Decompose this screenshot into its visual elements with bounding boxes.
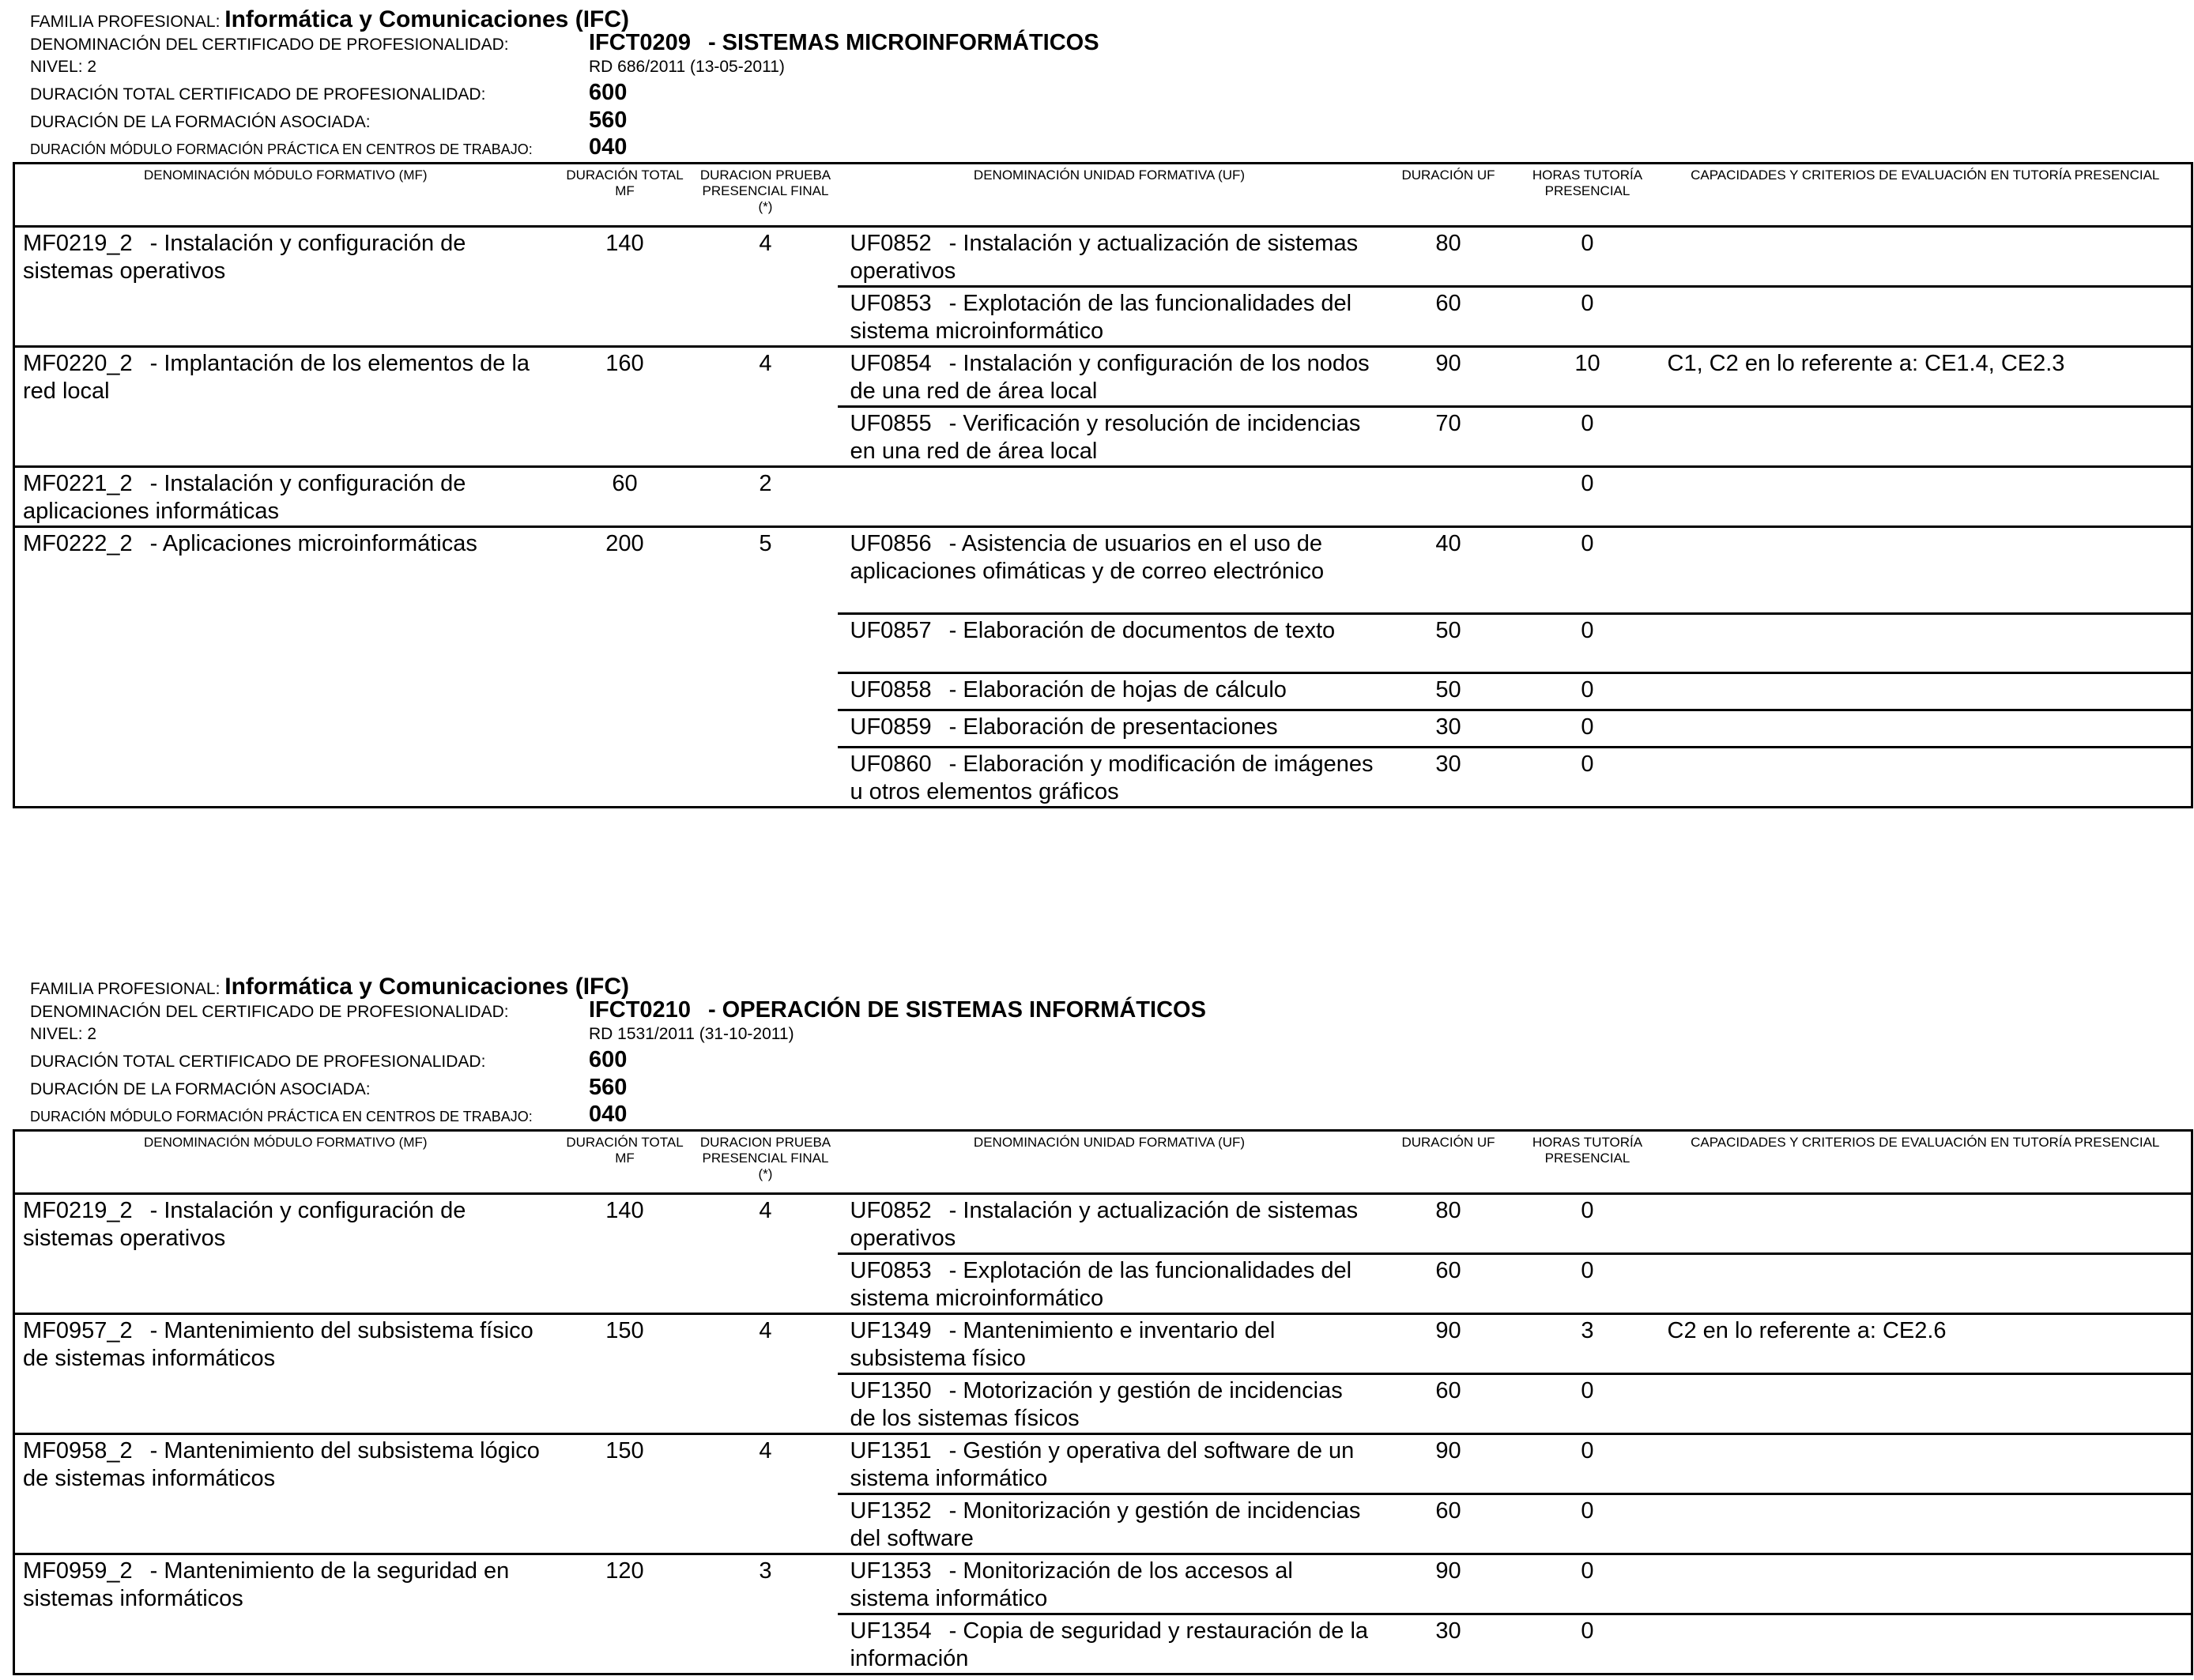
header-capacidades: CAPACIDADES Y CRITERIOS DE EVALUACIÓN EN TUTORÍA PRESENCIAL	[1691, 168, 2160, 183]
duracion-formacion-value: 560	[589, 107, 628, 133]
uf-duracion-cell: 50	[1382, 614, 1516, 673]
familia-row	[30, 8, 629, 32]
uf-horas-cell: 0	[1516, 1254, 1660, 1314]
module-code: MF0958_2	[23, 1438, 133, 1463]
uf-duracion-cell: 70	[1382, 407, 1516, 467]
module-code: MF0959_2	[23, 1558, 133, 1584]
uf-capacidades-cell	[1660, 1554, 2192, 1614]
modules-body	[14, 227, 2192, 808]
header-horas-tutoria: HORAS TUTORÍA PRESENCIAL	[1532, 1135, 1643, 1166]
uf-duracion-cell: 50	[1382, 673, 1516, 710]
uf-horas-cell: 0	[1516, 710, 1660, 748]
uf-horas-cell: 0	[1516, 227, 1660, 287]
uf-code: UF1350	[850, 1378, 932, 1403]
uf-capacidades-cell	[1660, 1254, 2192, 1314]
uf-name-cell	[838, 748, 1382, 808]
duracion-total-value: 600	[589, 1047, 628, 1072]
module-name-cell	[14, 1554, 556, 1674]
header-prueba: DURACION PRUEBA PRESENCIAL FINAL (*)	[699, 168, 831, 214]
uf-name-cell	[838, 407, 1382, 467]
uf-horas-cell: 0	[1516, 1374, 1660, 1434]
module-name: - Aplicaciones microinformáticas	[149, 531, 477, 556]
uf-name-cell	[838, 1194, 1382, 1254]
uf-horas-cell: 0	[1516, 407, 1660, 467]
module-name-cell	[14, 1194, 556, 1314]
uf-name-cell	[838, 1554, 1382, 1614]
uf-name: - Instalación y actualización de sistemas operativos	[850, 231, 1359, 284]
uf-name-cell	[838, 1254, 1382, 1314]
uf-name-cell	[838, 467, 1382, 527]
uf-capacidades-cell	[1660, 673, 2192, 710]
uf-horas-cell: 0	[1516, 1554, 1660, 1614]
uf-horas-cell: 0	[1516, 614, 1660, 673]
uf-capacidades-cell	[1660, 407, 2192, 467]
uf-duracion-cell: 90	[1382, 347, 1516, 407]
module-row	[14, 347, 2192, 407]
uf-name: - Instalación y configuración de los nodos de una red de área local	[850, 351, 1370, 404]
module-name-cell	[14, 527, 556, 808]
module-prueba-cell: 3	[694, 1554, 838, 1674]
module-name: - Mantenimiento de la seguridad en sistemas informáticos	[23, 1558, 510, 1611]
uf-code: UF1354	[850, 1618, 932, 1644]
uf-name: - Explotación de las funcionalidades del sistema microinformático	[850, 1258, 1352, 1311]
uf-horas-cell: 0	[1516, 527, 1660, 614]
header-horas-tutoria: HORAS TUTORÍA PRESENCIAL	[1532, 168, 1643, 198]
uf-name-cell	[838, 1494, 1382, 1554]
uf-name: - Verificación y resolución de incidencias en una red de área local	[850, 411, 1361, 464]
uf-name-cell	[838, 287, 1382, 347]
duracion-practica-label: DURACIÓN MÓDULO FORMACIÓN PRÁCTICA EN CENTROS DE TRABAJO:	[30, 141, 533, 157]
module-name-cell	[14, 1314, 556, 1434]
uf-capacidades-cell	[1660, 1374, 2192, 1434]
uf-capacidades-cell	[1660, 1614, 2192, 1674]
module-total-cell: 140	[556, 1194, 694, 1314]
duracion-practica-label: DURACIÓN MÓDULO FORMACIÓN PRÁCTICA EN CENTROS DE TRABAJO:	[30, 1109, 533, 1124]
module-total-cell: 150	[556, 1434, 694, 1554]
familia-label: FAMILIA PROFESIONAL:	[30, 980, 221, 998]
modules-table	[13, 1129, 2193, 1675]
uf-name-cell	[838, 227, 1382, 287]
uf-capacidades-cell: C2 en lo referente a: CE2.6	[1660, 1314, 2192, 1374]
module-total-cell: 140	[556, 227, 694, 347]
uf-code: UF0854	[850, 351, 932, 376]
header-prueba: DURACION PRUEBA PRESENCIAL FINAL (*)	[699, 1135, 831, 1181]
uf-capacidades-cell	[1660, 1194, 2192, 1254]
uf-name: - Explotación de las funcionalidades del sistema microinformático	[850, 291, 1352, 344]
duracion-total-value: 600	[589, 80, 628, 105]
module-name-cell	[14, 227, 556, 347]
uf-name-cell	[838, 1434, 1382, 1494]
module-code: MF0221_2	[23, 471, 133, 496]
uf-name-cell	[838, 527, 1382, 614]
header-duracion-uf: DURACIÓN UF	[1401, 1135, 1495, 1150]
module-prueba-cell: 4	[694, 1314, 838, 1434]
uf-name-cell	[838, 673, 1382, 710]
uf-name-cell	[838, 347, 1382, 407]
header-total-mf: DURACIÓN TOTAL MF	[566, 1135, 684, 1166]
module-code: MF0219_2	[23, 1198, 133, 1223]
certificate-code: IFCT0209	[589, 30, 691, 55]
uf-duracion-cell: 90	[1382, 1314, 1516, 1374]
uf-code: UF0855	[850, 411, 932, 436]
duracion-formacion-label: DURACIÓN DE LA FORMACIÓN ASOCIADA:	[30, 113, 371, 131]
uf-capacidades-cell	[1660, 227, 2192, 287]
module-name: - Mantenimiento del subsistema lógico de sistemas informáticos	[23, 1438, 540, 1491]
uf-horas-cell: 0	[1516, 673, 1660, 710]
uf-name: - Elaboración de hojas de cálculo	[948, 677, 1287, 703]
uf-name: - Elaboración de presentaciones	[948, 714, 1278, 740]
denominacion-label: DENOMINACIÓN DEL CERTIFICADO DE PROFESIONALIDAD:	[30, 36, 509, 54]
uf-duracion-cell: 60	[1382, 1494, 1516, 1554]
uf-capacidades-cell: C1, C2 en lo referente a: CE1.4, CE2.3	[1660, 347, 2192, 407]
module-row	[14, 1554, 2192, 1614]
uf-horas-cell: 0	[1516, 1494, 1660, 1554]
module-row	[14, 467, 2192, 527]
uf-code: UF0858	[850, 677, 932, 703]
uf-code: UF1352	[850, 1498, 932, 1524]
duracion-practica-value: 040	[589, 1102, 628, 1127]
uf-name: - Elaboración y modificación de imágenes u otros elementos gráficos	[850, 751, 1374, 804]
module-code: MF0222_2	[23, 531, 133, 556]
duracion-formacion-value: 560	[589, 1075, 628, 1100]
module-row	[14, 1434, 2192, 1494]
uf-code: UF1349	[850, 1318, 932, 1343]
uf-code: UF0859	[850, 714, 932, 740]
uf-duracion-cell: 60	[1382, 1374, 1516, 1434]
uf-horas-cell: 0	[1516, 748, 1660, 808]
certificate-name: - OPERACIÓN DE SISTEMAS INFORMÁTICOS	[707, 997, 1206, 1023]
uf-capacidades-cell	[1660, 748, 2192, 808]
module-row	[14, 527, 2192, 614]
uf-code: UF1351	[850, 1438, 932, 1463]
uf-duracion-cell: 80	[1382, 227, 1516, 287]
uf-name: - Gestión y operativa del software de un sistema informático	[850, 1438, 1355, 1491]
uf-name: - Monitorización de los accesos al sistema informático	[850, 1558, 1293, 1611]
module-prueba-cell: 4	[694, 1434, 838, 1554]
uf-name: - Copia de seguridad y restauración de la información	[850, 1618, 1369, 1671]
module-name: - Implantación de los elementos de la red local	[23, 351, 530, 404]
module-total-cell: 200	[556, 527, 694, 808]
header-total-mf: DURACIÓN TOTAL MF	[566, 168, 684, 198]
denominacion-label: DENOMINACIÓN DEL CERTIFICADO DE PROFESIONALIDAD:	[30, 1003, 509, 1021]
header-duracion-uf: DURACIÓN UF	[1401, 168, 1495, 183]
uf-duracion-cell: 60	[1382, 1254, 1516, 1314]
uf-duracion-cell	[1382, 467, 1516, 527]
uf-code: UF0852	[850, 1198, 932, 1223]
module-total-cell: 60	[556, 467, 694, 527]
header-uf: DENOMINACIÓN UNIDAD FORMATIVA (UF)	[973, 168, 1246, 183]
certificate-name: - SISTEMAS MICROINFORMÁTICOS	[707, 30, 1099, 55]
uf-capacidades-cell	[1660, 1494, 2192, 1554]
uf-name: - Instalación y actualización de sistemas operativos	[850, 1198, 1359, 1251]
uf-duracion-cell: 30	[1382, 748, 1516, 808]
modules-body	[14, 1194, 2192, 1674]
uf-name-cell	[838, 1374, 1382, 1434]
uf-capacidades-cell	[1660, 527, 2192, 614]
uf-horas-cell: 3	[1516, 1314, 1660, 1374]
familia-value: Informática y Comunicaciones (IFC)	[224, 6, 630, 32]
module-code: MF0957_2	[23, 1318, 133, 1343]
uf-horas-cell: 0	[1516, 467, 1660, 527]
uf-capacidades-cell	[1660, 614, 2192, 673]
module-prueba-cell: 4	[694, 1194, 838, 1314]
uf-name: - Elaboración de documentos de texto	[948, 618, 1336, 643]
module-name-cell	[14, 467, 556, 527]
certificate-title	[589, 32, 1099, 55]
module-total-cell: 150	[556, 1314, 694, 1434]
module-row	[14, 1314, 2192, 1374]
uf-code: UF0852	[850, 231, 932, 256]
familia-row	[30, 975, 629, 999]
uf-name: - Mantenimiento e inventario del subsistema físico	[850, 1318, 1276, 1371]
uf-horas-cell: 0	[1516, 1194, 1660, 1254]
uf-name-cell	[838, 1614, 1382, 1674]
module-name-cell	[14, 1434, 556, 1554]
module-total-cell: 120	[556, 1554, 694, 1674]
module-code: MF0220_2	[23, 351, 133, 376]
module-prueba-cell: 4	[694, 227, 838, 347]
header-capacidades: CAPACIDADES Y CRITERIOS DE EVALUACIÓN EN TUTORÍA PRESENCIAL	[1691, 1135, 2160, 1150]
uf-code: UF1353	[850, 1558, 932, 1584]
uf-duracion-cell: 60	[1382, 287, 1516, 347]
rd-reference: RD 686/2011 (13-05-2011)	[589, 58, 785, 76]
module-prueba-cell: 5	[694, 527, 838, 808]
module-name: - Mantenimiento del subsistema físico de sistemas informáticos	[23, 1318, 533, 1371]
header-uf: DENOMINACIÓN UNIDAD FORMATIVA (UF)	[973, 1135, 1246, 1150]
familia-value: Informática y Comunicaciones (IFC)	[224, 974, 630, 1000]
module-total-cell: 160	[556, 347, 694, 467]
uf-horas-cell: 0	[1516, 287, 1660, 347]
uf-name: - Motorización y gestión de incidencias de los sistemas físicos	[850, 1378, 1343, 1431]
modules-table	[13, 162, 2193, 808]
table-header-row	[14, 1131, 2192, 1194]
certificate-code: IFCT0210	[589, 997, 691, 1023]
uf-horas-cell: 10	[1516, 347, 1660, 407]
module-prueba-cell: 4	[694, 347, 838, 467]
duracion-formacion-label: DURACIÓN DE LA FORMACIÓN ASOCIADA:	[30, 1080, 371, 1098]
uf-code: UF0860	[850, 751, 932, 777]
familia-label: FAMILIA PROFESIONAL:	[30, 13, 221, 31]
certificate-title	[589, 999, 1206, 1022]
header-mf: DENOMINACIÓN MÓDULO FORMATIVO (MF)	[143, 1135, 428, 1150]
uf-duracion-cell: 90	[1382, 1434, 1516, 1494]
uf-code: UF0853	[850, 1258, 932, 1283]
uf-code: UF0857	[850, 618, 932, 643]
module-row	[14, 1194, 2192, 1254]
module-name-cell	[14, 347, 556, 467]
nivel-label: NIVEL: 2	[30, 1025, 97, 1043]
rd-reference: RD 1531/2011 (31-10-2011)	[589, 1025, 794, 1043]
uf-capacidades-cell	[1660, 287, 2192, 347]
uf-duracion-cell: 90	[1382, 1554, 1516, 1614]
uf-horas-cell: 0	[1516, 1434, 1660, 1494]
uf-name-cell	[838, 710, 1382, 748]
uf-capacidades-cell	[1660, 1434, 2192, 1494]
header-mf: DENOMINACIÓN MÓDULO FORMATIVO (MF)	[143, 168, 428, 183]
module-row	[14, 227, 2192, 287]
uf-code: UF0856	[850, 531, 932, 556]
nivel-label: NIVEL: 2	[30, 58, 97, 76]
duracion-total-label: DURACIÓN TOTAL CERTIFICADO DE PROFESIONALIDAD:	[30, 1053, 486, 1071]
uf-duracion-cell: 80	[1382, 1194, 1516, 1254]
uf-name-cell	[838, 614, 1382, 673]
module-name: - Instalación y configuración de sistemas operativos	[23, 1198, 466, 1251]
uf-duracion-cell: 30	[1382, 1614, 1516, 1674]
uf-duracion-cell: 40	[1382, 527, 1516, 614]
module-name: - Instalación y configuración de sistemas operativos	[23, 231, 466, 284]
duracion-total-label: DURACIÓN TOTAL CERTIFICADO DE PROFESIONALIDAD:	[30, 85, 486, 104]
uf-name-cell	[838, 1314, 1382, 1374]
uf-capacidades-cell	[1660, 710, 2192, 748]
table-header-row	[14, 164, 2192, 227]
module-code: MF0219_2	[23, 231, 133, 256]
uf-name: - Asistencia de usuarios en el uso de aplicaciones ofimáticas y de correo electrónico	[850, 531, 1325, 584]
module-prueba-cell: 2	[694, 467, 838, 527]
module-name: - Instalación y configuración de aplicaciones informáticas	[23, 471, 466, 524]
uf-code: UF0853	[850, 291, 932, 316]
uf-name: - Monitorización y gestión de incidencias del software	[850, 1498, 1361, 1551]
duracion-practica-value: 040	[589, 134, 628, 160]
uf-duracion-cell: 30	[1382, 710, 1516, 748]
uf-horas-cell: 0	[1516, 1614, 1660, 1674]
uf-capacidades-cell	[1660, 467, 2192, 527]
